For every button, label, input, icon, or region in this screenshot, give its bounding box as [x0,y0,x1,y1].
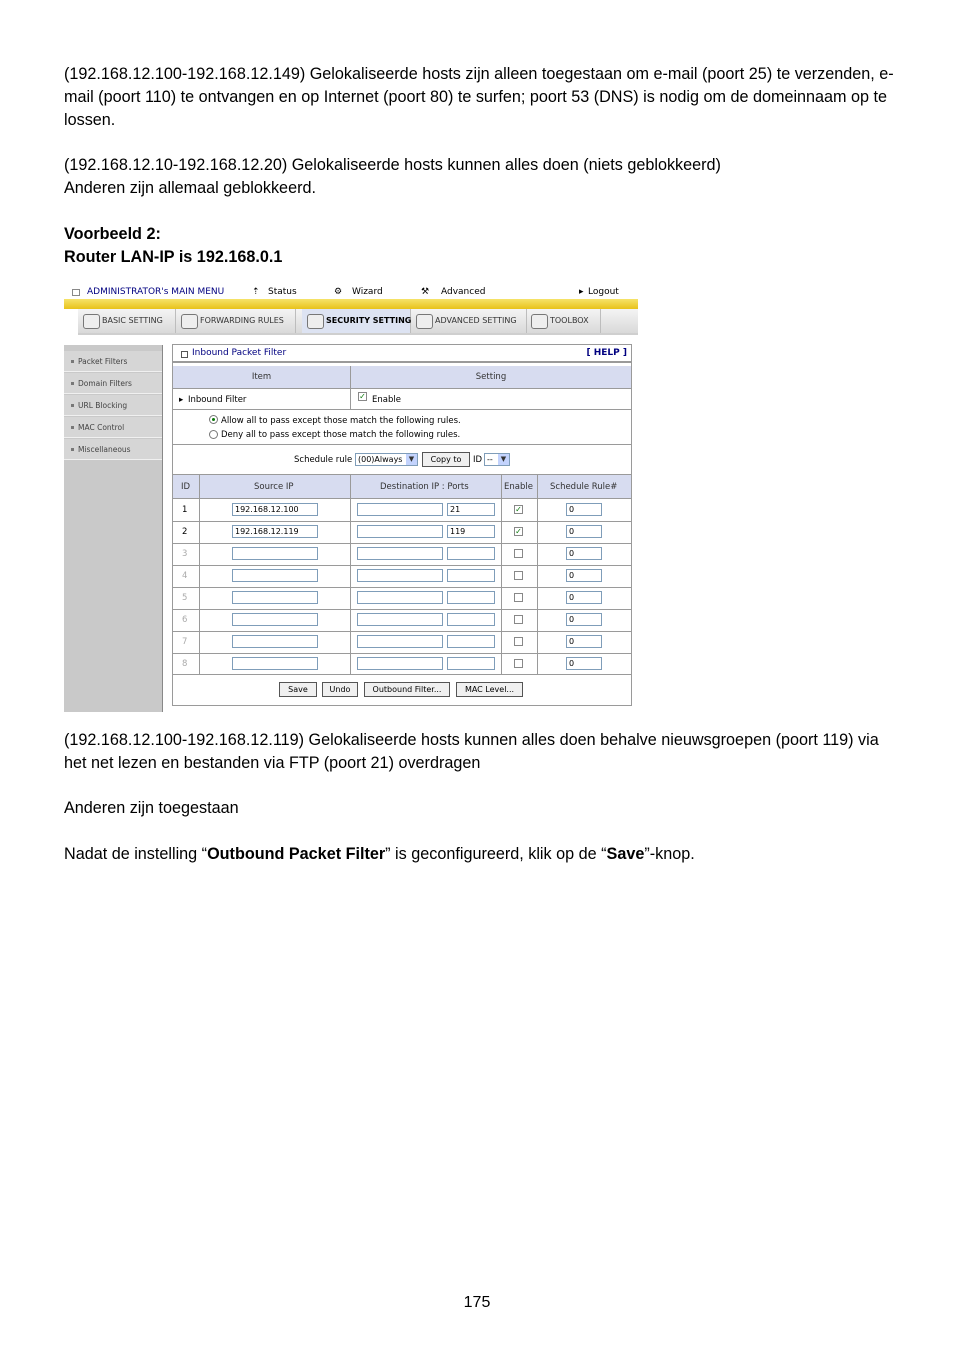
rule-enable-checkbox[interactable] [514,615,523,624]
column-header-item: Item [173,366,350,388]
tab-forwarding-rules[interactable] [176,309,296,333]
destination-port-input[interactable] [447,613,495,626]
divider [173,521,631,522]
paragraph-2b: Anderen zijn allemaal geblokkeerd. [64,179,316,197]
chevron-down-icon: ▼ [406,454,417,465]
column-header-schedule: Schedule Rule# [550,482,618,492]
deny-radio-label: Deny all to pass except those match the following rules. [221,430,461,440]
divider [173,498,631,499]
enable-filter-checkbox[interactable]: ✓ [359,392,366,401]
rule-id: 1 [182,505,188,515]
status-link[interactable]: Status [268,287,297,297]
p5-bold-outbound: Outbound Packet Filter [207,845,386,863]
source-ip-input[interactable] [232,657,318,670]
destination-port-input[interactable] [447,569,495,582]
rule-id: 2 [182,527,188,537]
sidebar-item-url-blocking[interactable]: URL Blocking [64,395,162,416]
paragraph-4: Anderen zijn toegestaan [64,799,239,817]
divider [350,475,351,674]
wizard-icon: ⚙ [334,287,343,297]
paragraph-2a: (192.168.12.10-192.168.12.20) Gelokaliseerde hosts kunnen alles doen (niets geblokkeerd) [64,156,721,174]
advanced-icon: ⚒ [421,287,430,297]
destination-ip-input[interactable] [357,635,443,648]
sidebar-item-mac-control[interactable]: MAC Control [64,417,162,438]
rule-enable-checkbox[interactable] [514,571,523,580]
divider [501,475,502,674]
admin-main-menu-link[interactable]: ADMINISTRATOR's MAIN MENU [87,287,225,297]
help-link[interactable]: [ HELP ] [586,348,627,358]
tab-label: ADVANCED SETTING [435,316,517,325]
undo-button[interactable]: Undo [322,682,358,697]
source-ip-input[interactable] [232,591,318,604]
wizard-link[interactable]: Wizard [352,287,383,297]
column-header-setting: Setting [351,366,631,388]
page-number: 175 [463,1294,491,1311]
tab-label: TOOLBOX [550,316,589,325]
rule-id: 6 [182,615,188,625]
destination-port-input[interactable] [447,635,495,648]
tab-label: BASIC SETTING [102,316,163,325]
source-ip-input[interactable] [232,613,318,626]
sidebar-item-miscellaneous[interactable]: Miscellaneous [64,439,162,460]
destination-port-input[interactable]: 119 [447,525,495,538]
source-ip-input[interactable] [232,635,318,648]
p5-bold-save: Save [606,845,645,863]
panel-square-icon [181,351,188,358]
basic-setting-icon [83,314,100,329]
divider [173,543,631,544]
destination-ip-input[interactable] [357,525,443,538]
rule-enable-checkbox[interactable] [514,659,523,668]
p5-text-3: ”-knop. [644,845,695,863]
source-ip-input[interactable] [232,569,318,582]
panel-title-bar [173,345,631,363]
router-ui-screenshot [64,285,638,712]
schedule-rule-input[interactable]: 0 [566,635,602,648]
source-ip-input[interactable] [232,547,318,560]
example-heading: Voorbeeld 2: [64,225,161,243]
divider [173,587,631,588]
divider [173,388,631,389]
column-header-enable: Enable [504,482,533,492]
save-button[interactable]: Save [279,682,317,697]
schedule-rule-input[interactable]: 0 [566,525,602,538]
inbound-filter-label: Inbound Filter [188,395,247,405]
destination-ip-input[interactable] [357,547,443,560]
rule-id: 8 [182,659,188,669]
tab-basic-setting[interactable] [78,309,176,333]
menu-square-icon [72,289,80,296]
schedule-rule-input[interactable]: 0 [566,547,602,560]
schedule-rule-input[interactable]: 0 [566,613,602,626]
divider [173,609,631,610]
allow-radio-label: Allow all to pass except those match the following rules. [221,416,461,426]
schedule-rule-label: Schedule rule [294,455,353,465]
schedule-rule-input[interactable]: 0 [566,657,602,670]
main-tabs [78,309,638,335]
chevron-down-icon: ▼ [498,454,509,465]
enable-label: Enable [372,395,401,405]
tab-security-setting[interactable] [302,309,411,333]
sidebar-item-domain-filters[interactable]: Domain Filters [64,373,162,394]
tab-label: FORWARDING RULES [200,316,284,325]
id-select-value: -- [487,455,493,464]
rule-enable-checkbox[interactable] [514,637,523,646]
schedule-select[interactable] [355,453,418,466]
destination-port-input[interactable] [447,591,495,604]
logout-link[interactable]: Logout [588,287,619,297]
paragraph-3: (192.168.12.100-192.168.12.119) Gelokaliseerde hosts kunnen alles doen behalve nieuwsgroepen (poort 119) via het net lezen en bestanden via FTP (poort 21) overdragen [64,731,879,772]
divider [537,475,538,674]
top-menu-bar [64,285,638,300]
security-setting-icon [307,314,324,329]
status-icon: ⇡ [252,287,260,297]
destination-port-input[interactable] [447,657,495,670]
schedule-rule-input[interactable]: 0 [566,591,602,604]
destination-ip-input[interactable] [357,569,443,582]
column-header-destination: Destination IP : Ports [380,482,469,492]
column-header-id: ID [181,482,191,492]
sidebar [64,345,163,712]
tab-toolbox[interactable] [526,309,601,333]
advanced-link[interactable]: Advanced [441,287,486,297]
inbound-filter-panel [172,344,632,706]
rule-id: 4 [182,571,188,581]
advanced-setting-icon [416,314,433,329]
copy-to-button[interactable]: Copy to [422,452,470,467]
divider [199,475,200,674]
toolbox-icon [531,314,548,329]
row-arrow-icon: ▸ [179,395,184,405]
divider [173,674,631,675]
logout-arrow-icon: ▸ [579,287,584,297]
destination-ip-input[interactable] [357,503,443,516]
router-ip-heading: Router LAN-IP is 192.168.0.1 [64,248,283,266]
source-ip-input[interactable]: 192.168.12.119 [232,525,318,538]
divider [350,366,351,409]
header-stripe [64,299,638,309]
destination-port-input[interactable] [447,547,495,560]
rule-id: 3 [182,549,188,559]
tab-advanced-setting[interactable] [411,309,527,333]
destination-ip-input[interactable] [357,591,443,604]
deny-radio[interactable] [209,430,218,439]
divider [173,631,631,632]
rule-enable-checkbox[interactable] [514,593,523,602]
divider [173,565,631,566]
divider [173,444,631,445]
rule-id: 5 [182,593,188,603]
rule-enable-checkbox[interactable] [514,549,523,558]
mac-level-button[interactable]: MAC Level... [456,682,523,697]
rule-enable-checkbox[interactable]: ✓ [515,505,522,514]
divider [173,653,631,654]
allow-radio[interactable] [209,415,218,424]
paragraph-1: (192.168.12.100-192.168.12.149) Gelokaliseerde hosts zijn alleen toegestaan om e-mail (poort 25) te verzenden, e-mail (poort 110) te ontvangen en op Internet (poort 80) te surfen; poort 53 (DNS) is nodig om de domeinnaam op te lossen. [64,65,894,129]
schedule-select-value: (00)Always [358,455,403,464]
p5-text-1: Nadat de instelling “ [64,845,208,863]
outbound-filter-button[interactable]: Outbound Filter... [364,682,450,697]
destination-port-input[interactable]: 21 [447,503,495,516]
schedule-rule-input[interactable]: 0 [566,569,602,582]
id-select[interactable] [484,453,510,466]
panel-title: Inbound Packet Filter [192,348,287,358]
p5-text-2: ” is geconfigureerd, klik op de “ [385,845,607,863]
forwarding-rules-icon [181,314,198,329]
rule-enable-checkbox[interactable]: ✓ [515,527,522,536]
divider [173,409,631,410]
rule-id: 7 [182,637,188,647]
destination-ip-input[interactable] [357,613,443,626]
schedule-rule-input[interactable]: 0 [566,503,602,516]
paragraph-5 [64,843,894,866]
column-header-source-ip: Source IP [254,482,294,492]
sidebar-item-packet-filters[interactable]: Packet Filters [64,351,162,372]
id-label: ID [473,455,483,465]
tab-label: SECURITY SETTING [326,316,412,325]
destination-ip-input[interactable] [357,657,443,670]
source-ip-input[interactable]: 192.168.12.100 [232,503,318,516]
